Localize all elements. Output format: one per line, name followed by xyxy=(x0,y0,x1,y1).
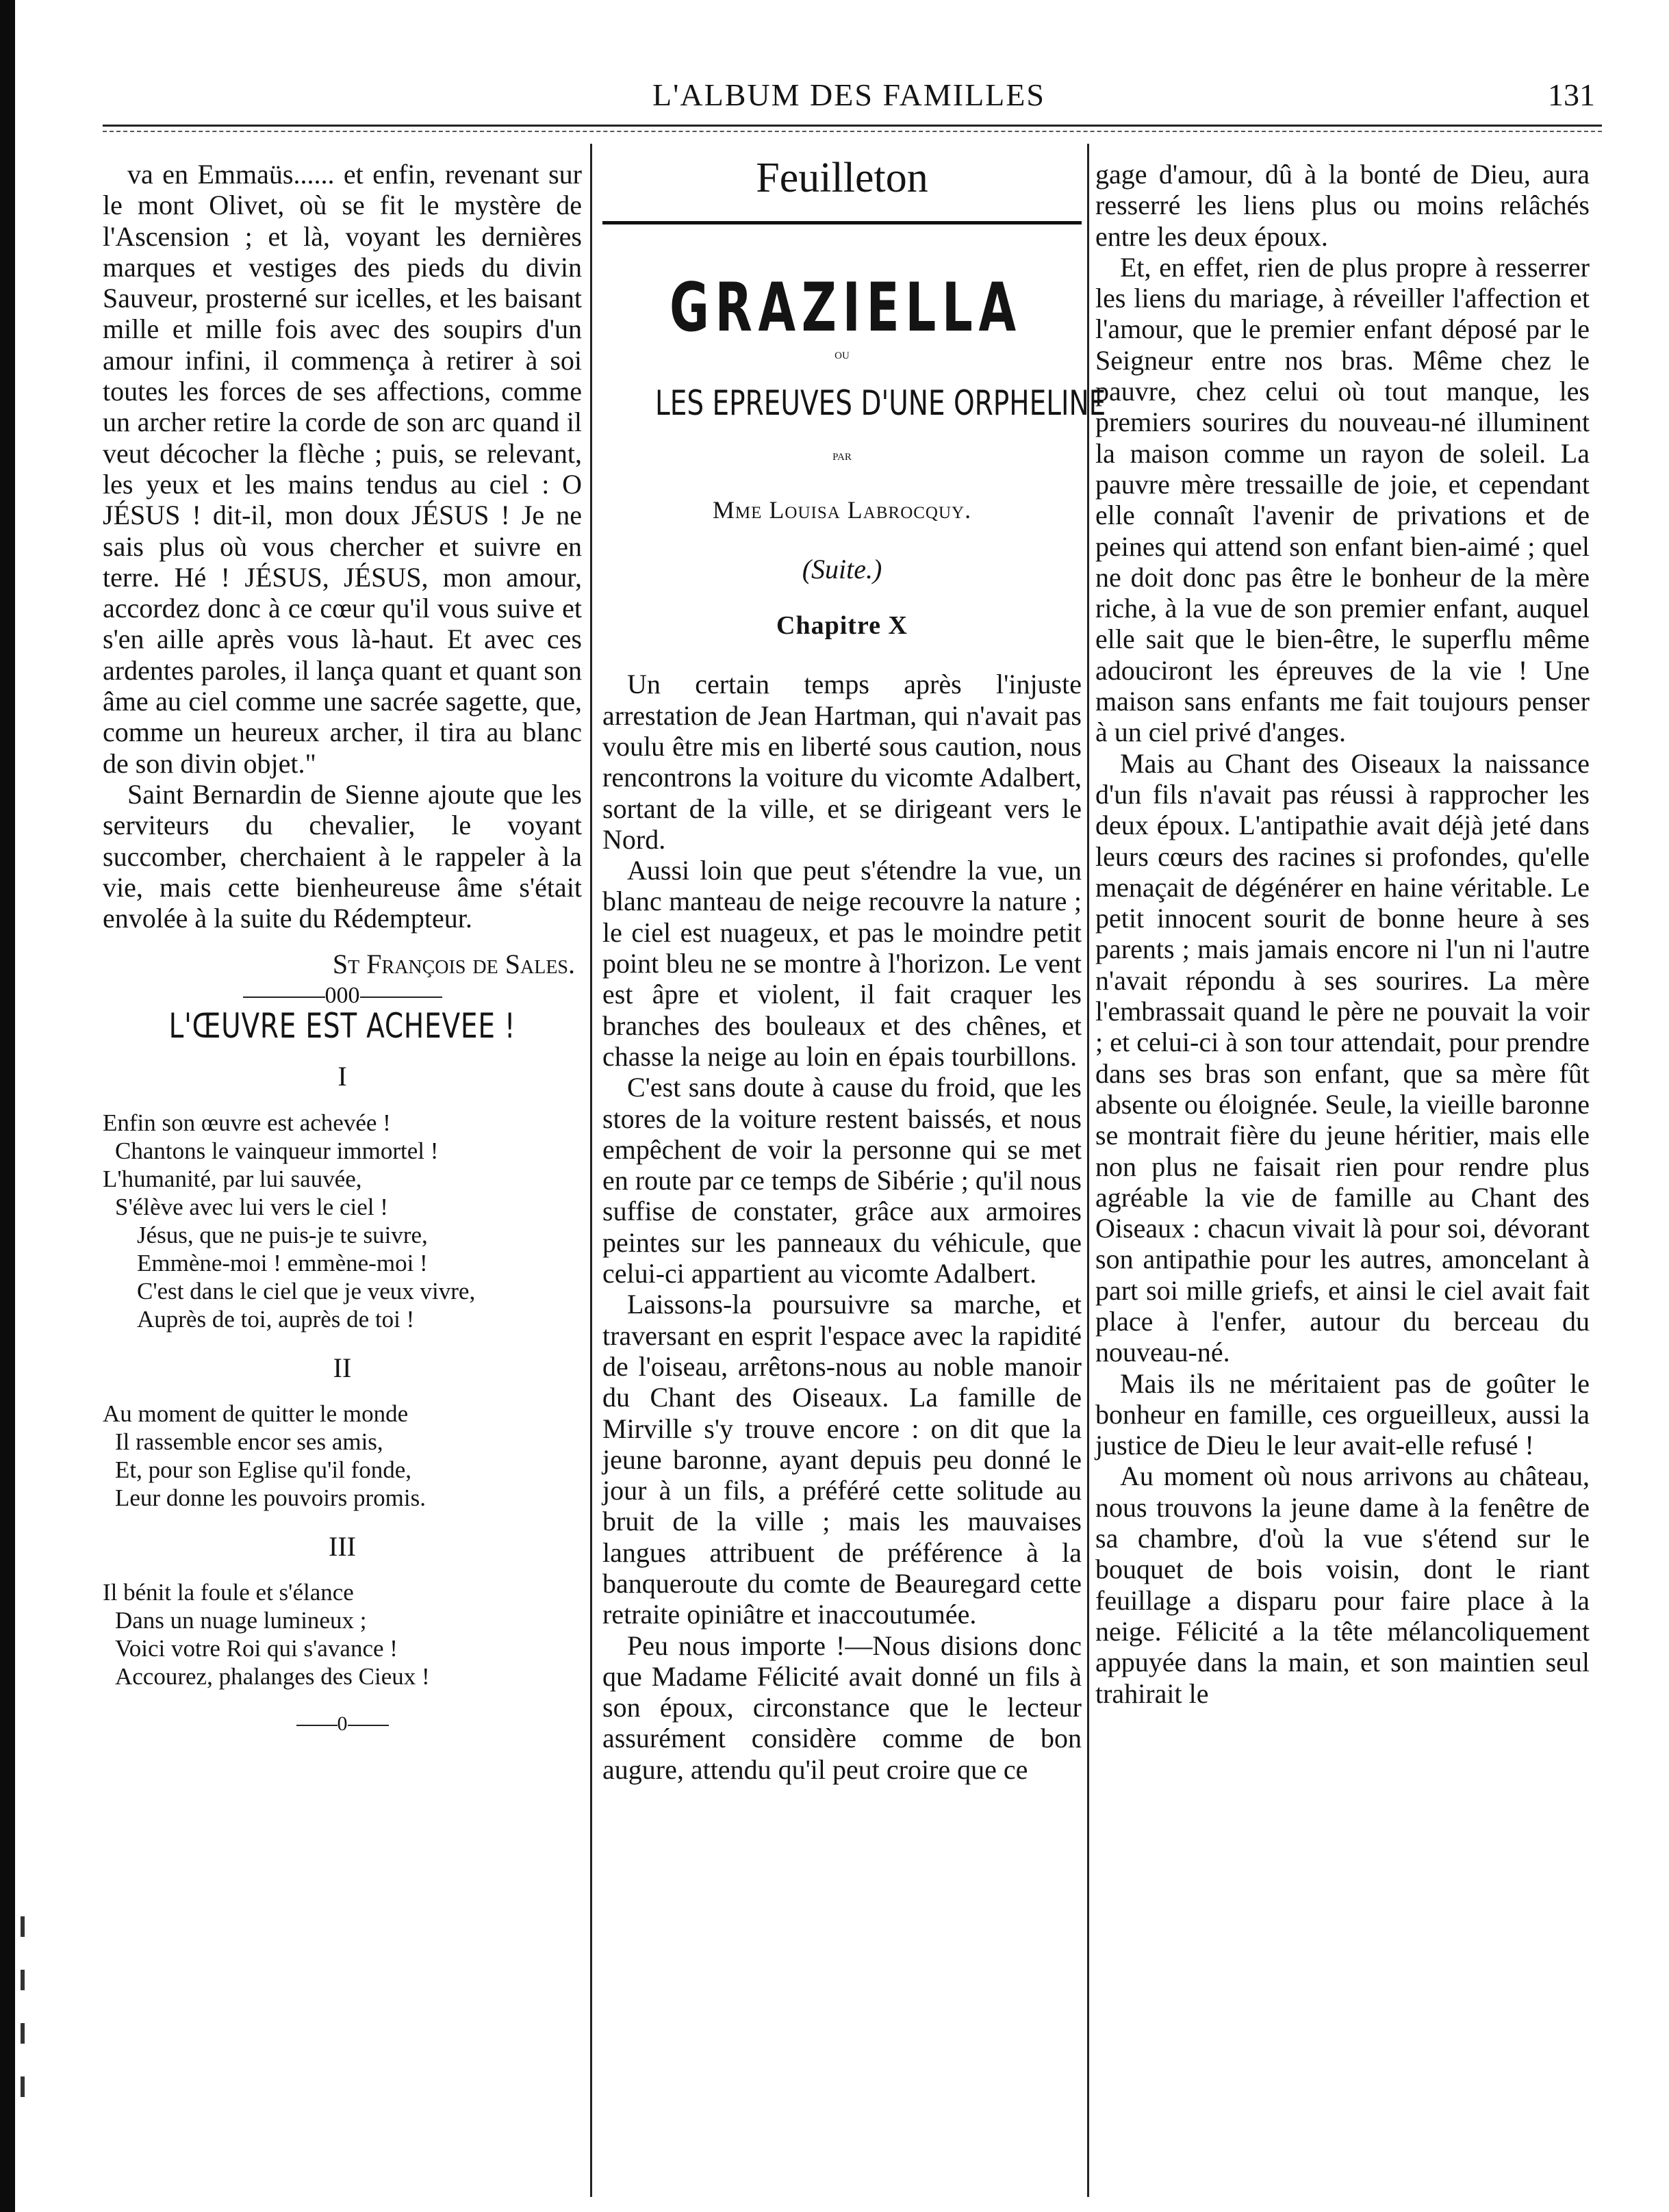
stanza-number: III xyxy=(329,1530,356,1562)
verse-line: Leur donne les pouvoirs promis. xyxy=(115,1484,426,1511)
stanza-number: II xyxy=(333,1352,352,1383)
verse-line: Jésus, que ne puis-je te suivre, xyxy=(137,1221,428,1248)
paragraph: C'est sans doute à cause du froid, que les stores de la voiture restent baissés, et nous empêchent de voir la personne qui se met en route par ce temps de Sibérie ; qu'il nous suffise de constater, grâce aux armoires peintes sur les panneaux du véhicule, que celui-ci appartient au vicomte Adalbert. xyxy=(602,1072,1082,1289)
verse-line: Au moment de quitter le monde xyxy=(103,1400,409,1427)
verse-line: Enfin son œuvre est achevée ! xyxy=(103,1109,391,1136)
title-conjunction: ou xyxy=(834,344,850,362)
paragraph: Mais au Chant des Oiseaux la naissance d'un fils n'avait pas réussi à rapprocher les deux époux. L'antipathie avait déjà jeté dans leurs cœurs des racines si profondes, qu'elle menaçait de dégénérer en haine véritable. Le petit innocent sourit de bonne heure à ses parents ; mais jamais encore ni l'un ni l'autre n'avait répondu à ses sourires. La mère l'embrassait quand le père ne pouvait la voir ; et celui-ci à son tour attendait, pour prendre dans ses bras son enfant, que sa mère fût absente ou éloignée. Seule, la vieille baronne se montrait fière du jeune héritier, mais elle non plus ne faisait rien pour rendre plus agréable la vie de famille au Chant des Oiseaux : chacun vivait là pour soi, dévorant son antipathie pour les autres, amoncelant à part soi mille griefs, et ainsi le ciel avait fait place à l'enfer, autour du berceau du nouveau-né. xyxy=(1095,747,1590,1368)
paragraph: Un certain temps après l'injuste arrestation de Jean Hartman, qui n'avait pas voulu être mis en liberté sous caution, nous rencontrons la voiture du vicomte Adalbert, sortant de la ville, et se dirigeant vers le Nord. xyxy=(602,669,1082,855)
novel-subtitle: LES EPREUVES D'UNE ORPHELINE xyxy=(655,383,1106,423)
section-heading: Feuilleton xyxy=(756,155,928,201)
end-ornament: 0 xyxy=(103,1708,582,1739)
column-rule-right xyxy=(1087,144,1089,2197)
page-binding-edge xyxy=(0,0,15,2212)
paragraph: va en Emmaüs...... et enfin, revenant sur le mont Olivet, où se fit le mystère de l'Ascension ; et là, voyant les dernières marques et vestiges des pieds du divin Sauveur, prosterné sur icelles, et les baisant mille et mille fois avec des soupirs d'un amour infini, il commença à retirer à soi toutes les forces de ses affections, comme un archer retire la corde de son arc quand il veut décocher la flèche ; puis, se relevant, les yeux et les mains tendus au ciel : O JÉSUS ! dit-il, mon doux JÉSUS ! Je ne sais plus où vous chercher et suivre en terre. Hé ! JÉSUS, JÉSUS, mon amour, accordez donc à ce cœur qu'il vous suive et s'en aille après vous là-haut. Et avec ces ardentes paroles, il lança quant et quant son âme au ciel comme une sacrée sagette, que, comme un heureux archer, il tira au blanc de son divin objet." xyxy=(103,159,582,779)
stanza-number: I xyxy=(337,1061,347,1092)
margin-marks xyxy=(21,1916,34,2130)
poem-title: L'ŒUVRE EST ACHEVEE ! xyxy=(168,1006,516,1046)
stanza xyxy=(103,1400,582,1512)
verse-line: Accourez, phalanges des Cieux ! xyxy=(115,1663,430,1690)
column-rule-left xyxy=(590,144,592,2197)
running-header xyxy=(103,77,1595,118)
novel-title: GRAZIELLA xyxy=(670,269,1022,348)
verse-line: Chantons le vainqueur immortel ! xyxy=(115,1137,439,1164)
page-number: 131 xyxy=(1548,77,1595,112)
verse-line: S'élève avec lui vers le ciel ! xyxy=(115,1193,388,1220)
paragraph: Aussi loin que peut s'étendre la vue, un blanc manteau de neige recouvre la nature ; le ciel est nuageux, et pas le moindre petit point bleu ne se montre à l'horizon. Le vent est âpre et violent, il fait craquer les branches des bouleaux et des chênes, et chasse la neige au loin en épais tourbillons. xyxy=(602,855,1082,1072)
verse-line: Il bénit la foule et s'élance xyxy=(103,1579,354,1606)
middle-column xyxy=(602,155,1106,1785)
stanza xyxy=(103,1578,582,1690)
header-rule xyxy=(103,125,1602,132)
paragraph: Laissons-la poursuivre sa marche, et traversant en esprit l'espace avec la rapidité de l'oiseau, arrêtons-nous au noble manoir du Chant des Oiseaux. La famille de Mirville s'y trouve encore : on dit que la jeune baronne, ayant depuis peu donné le jour à un fils, a préféré cette solitude au bruit de la ville ; mais les mauvaises langues attribuent de préférence à la banqueroute du comte de Beauregard cette retraite opiniâtre et inaccoutumée. xyxy=(602,1289,1082,1630)
author-name: Mme Louisa Labrocquy. xyxy=(712,496,972,524)
section-rule xyxy=(602,221,1082,224)
verse-line: Il rassemble encor ses amis, xyxy=(115,1428,383,1455)
chapter-heading: Chapitre X xyxy=(776,611,908,641)
continuation-note: (Suite.) xyxy=(802,553,882,584)
paragraph: Mais ils ne méritaient pas de goûter le bonheur en famille, ces orgueilleux, aussi la justice de Dieu le leur avait-elle refusé ! xyxy=(1095,1367,1590,1461)
paragraph: Au moment où nous arrivons au château, nous trouvons la jeune dame à la fenêtre de sa chambre, d'où la vue s'étend sur le bouquet de bois voisin, dont le riant feuillage a disparu pour faire place à la neige. Félicité a la tête mélancoliquement appuyée dans la main, et son maintien seul trahirait le xyxy=(1095,1461,1590,1709)
stanza xyxy=(103,1109,582,1333)
signature: St François de Sales. xyxy=(332,949,575,980)
verse-line: Voici votre Roi qui s'avance ! xyxy=(115,1635,398,1662)
verse-line: L'humanité, par lui sauvée, xyxy=(103,1165,362,1192)
separator: 000 xyxy=(103,980,582,1011)
paragraph: Saint Bernardin de Sienne ajoute que les serviteurs du chevalier, le voyant succomber, cherchaient à le rappeler à la vie, mais cette bienheureuse âme s'était envolée à la suite du Rédempteur. xyxy=(103,778,582,934)
paragraph: Peu nous importe !—Nous disions donc que Madame Félicité avait donné un fils à son époux, circonstance que le lecteur assurément considère comme de bon augure, attendu qu'il peut croire que ce xyxy=(602,1630,1082,1785)
journal-title: L'ALBUM DES FAMILLES xyxy=(652,77,1045,112)
left-column xyxy=(103,159,582,1740)
verse-line: Auprès de toi, auprès de toi ! xyxy=(137,1305,415,1333)
paragraph: Et, en effet, rien de plus propre à resserrer les liens du mariage, à réveiller l'affection et l'amour, que le premier enfant déposé par le Seigneur entre nos bras. Même chez le pauvre, chez celui où tout manque, les premiers sourires du nouveau-né illuminent la maison comme un rayon de soleil. La pauvre mère tressaille de joie, et cependant elle connaît l'avenir de privations et de peines qui attend son enfant bien-aimé ; quel ne doit donc pas être le bonheur de la mère riche, à la vue de son premier enfant, auquel elle sait que le bien-être, le superflu même adouciront les épreuves de la vie ! Une maison sans enfants me fait toujours penser à un ciel privé d'anges. xyxy=(1095,251,1590,748)
right-column xyxy=(1095,159,1590,1709)
paragraph: gage d'amour, dû à la bonté de Dieu, aura resserré les liens plus ou moins relâchés entre les deux époux. xyxy=(1095,159,1590,252)
verse-line: Dans un nuage lumineux ; xyxy=(115,1607,367,1634)
verse-line: Emmène-moi ! emmène-moi ! xyxy=(137,1249,428,1276)
verse-line: Et, pour son Eglise qu'il fonde, xyxy=(115,1456,412,1483)
byline-par: par xyxy=(832,446,852,464)
verse-line: C'est dans le ciel que je veux vivre, xyxy=(137,1277,476,1304)
